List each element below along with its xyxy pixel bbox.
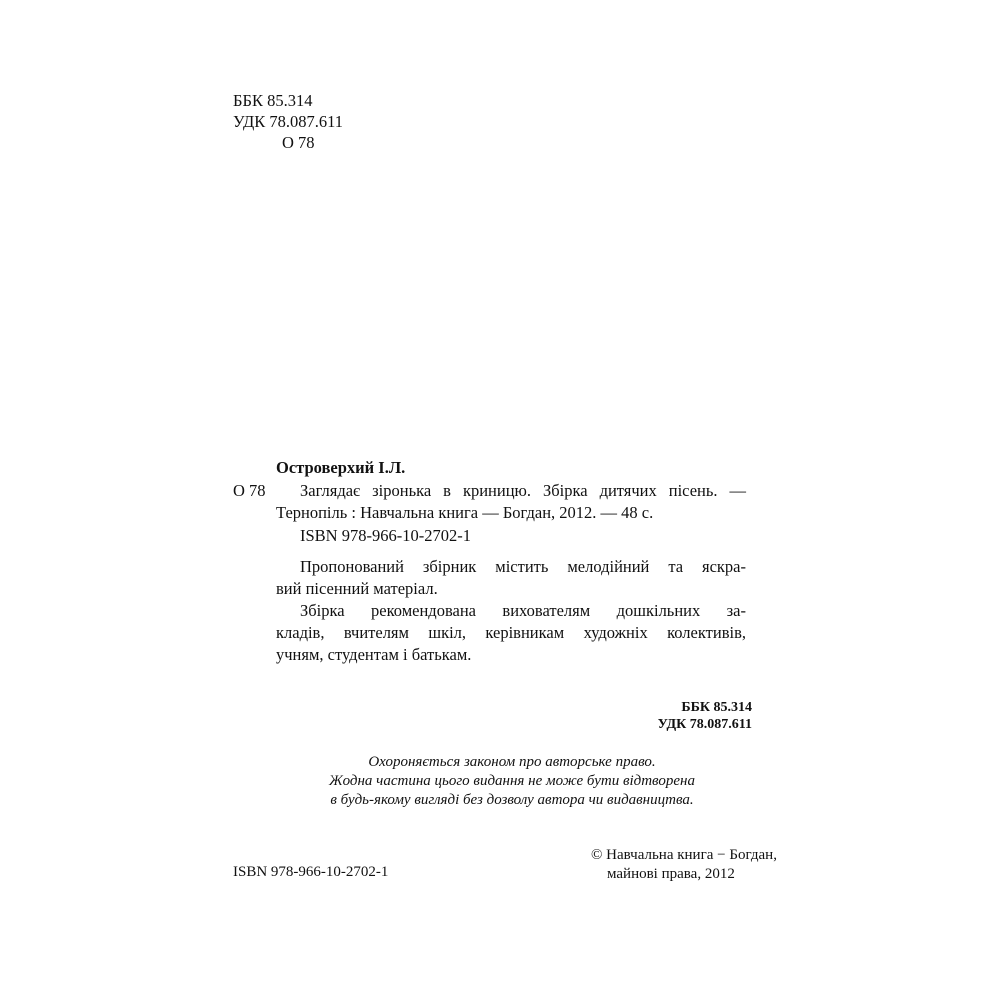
author-mark: О 78 [282,133,315,152]
card-bbk: ББК 85.314 [681,700,752,715]
annotation-line-4: кладів, вчителям шкіл, керівникам художніх колективів, [276,623,746,642]
annotation-line-2: вий пісенний матеріал. [276,579,438,598]
annotation-line-5: учням, студентам і батькам. [276,645,472,664]
bbk-code: ББК 85.314 [233,91,313,110]
annotation-line-1: Пропонований збірник містить мелодійний та яскра- [300,557,746,576]
annotation-line-3: Збірка рекомендована вихователям дошкільних за- [300,601,746,620]
card-isbn: ISBN 978-966-10-2702-1 [300,526,471,545]
copyright-notice-line-3: в будь-якому вигляді без дозволу автора чи видавництва. [330,792,694,808]
card-udk: УДК 78.087.611 [657,717,752,732]
card-title-line-1: Заглядає зіронька в криницю. Збірка дитячих пісень. — [300,481,746,500]
udk-code: УДК 78.087.611 [233,112,344,131]
footer-isbn: ISBN 978-966-10-2702-1 [233,864,389,880]
card-author: Островерхий І.Л. [276,458,406,477]
copyright-notice-line-1: Охороняється законом про авторське право. [368,754,656,770]
card-title-line-2: Тернопіль : Навчальна книга — Богдан, 2012. — 48 с. [276,503,654,522]
copyright-notice-line-2: Жодна частина цього видання не може бути відтворена [329,773,695,789]
card-mark: О 78 [233,481,266,500]
footer-copyright-line-1: © Навчальна книга − Богдан, [591,847,777,863]
footer-copyright-line-2: майнові права, 2012 [607,866,735,882]
